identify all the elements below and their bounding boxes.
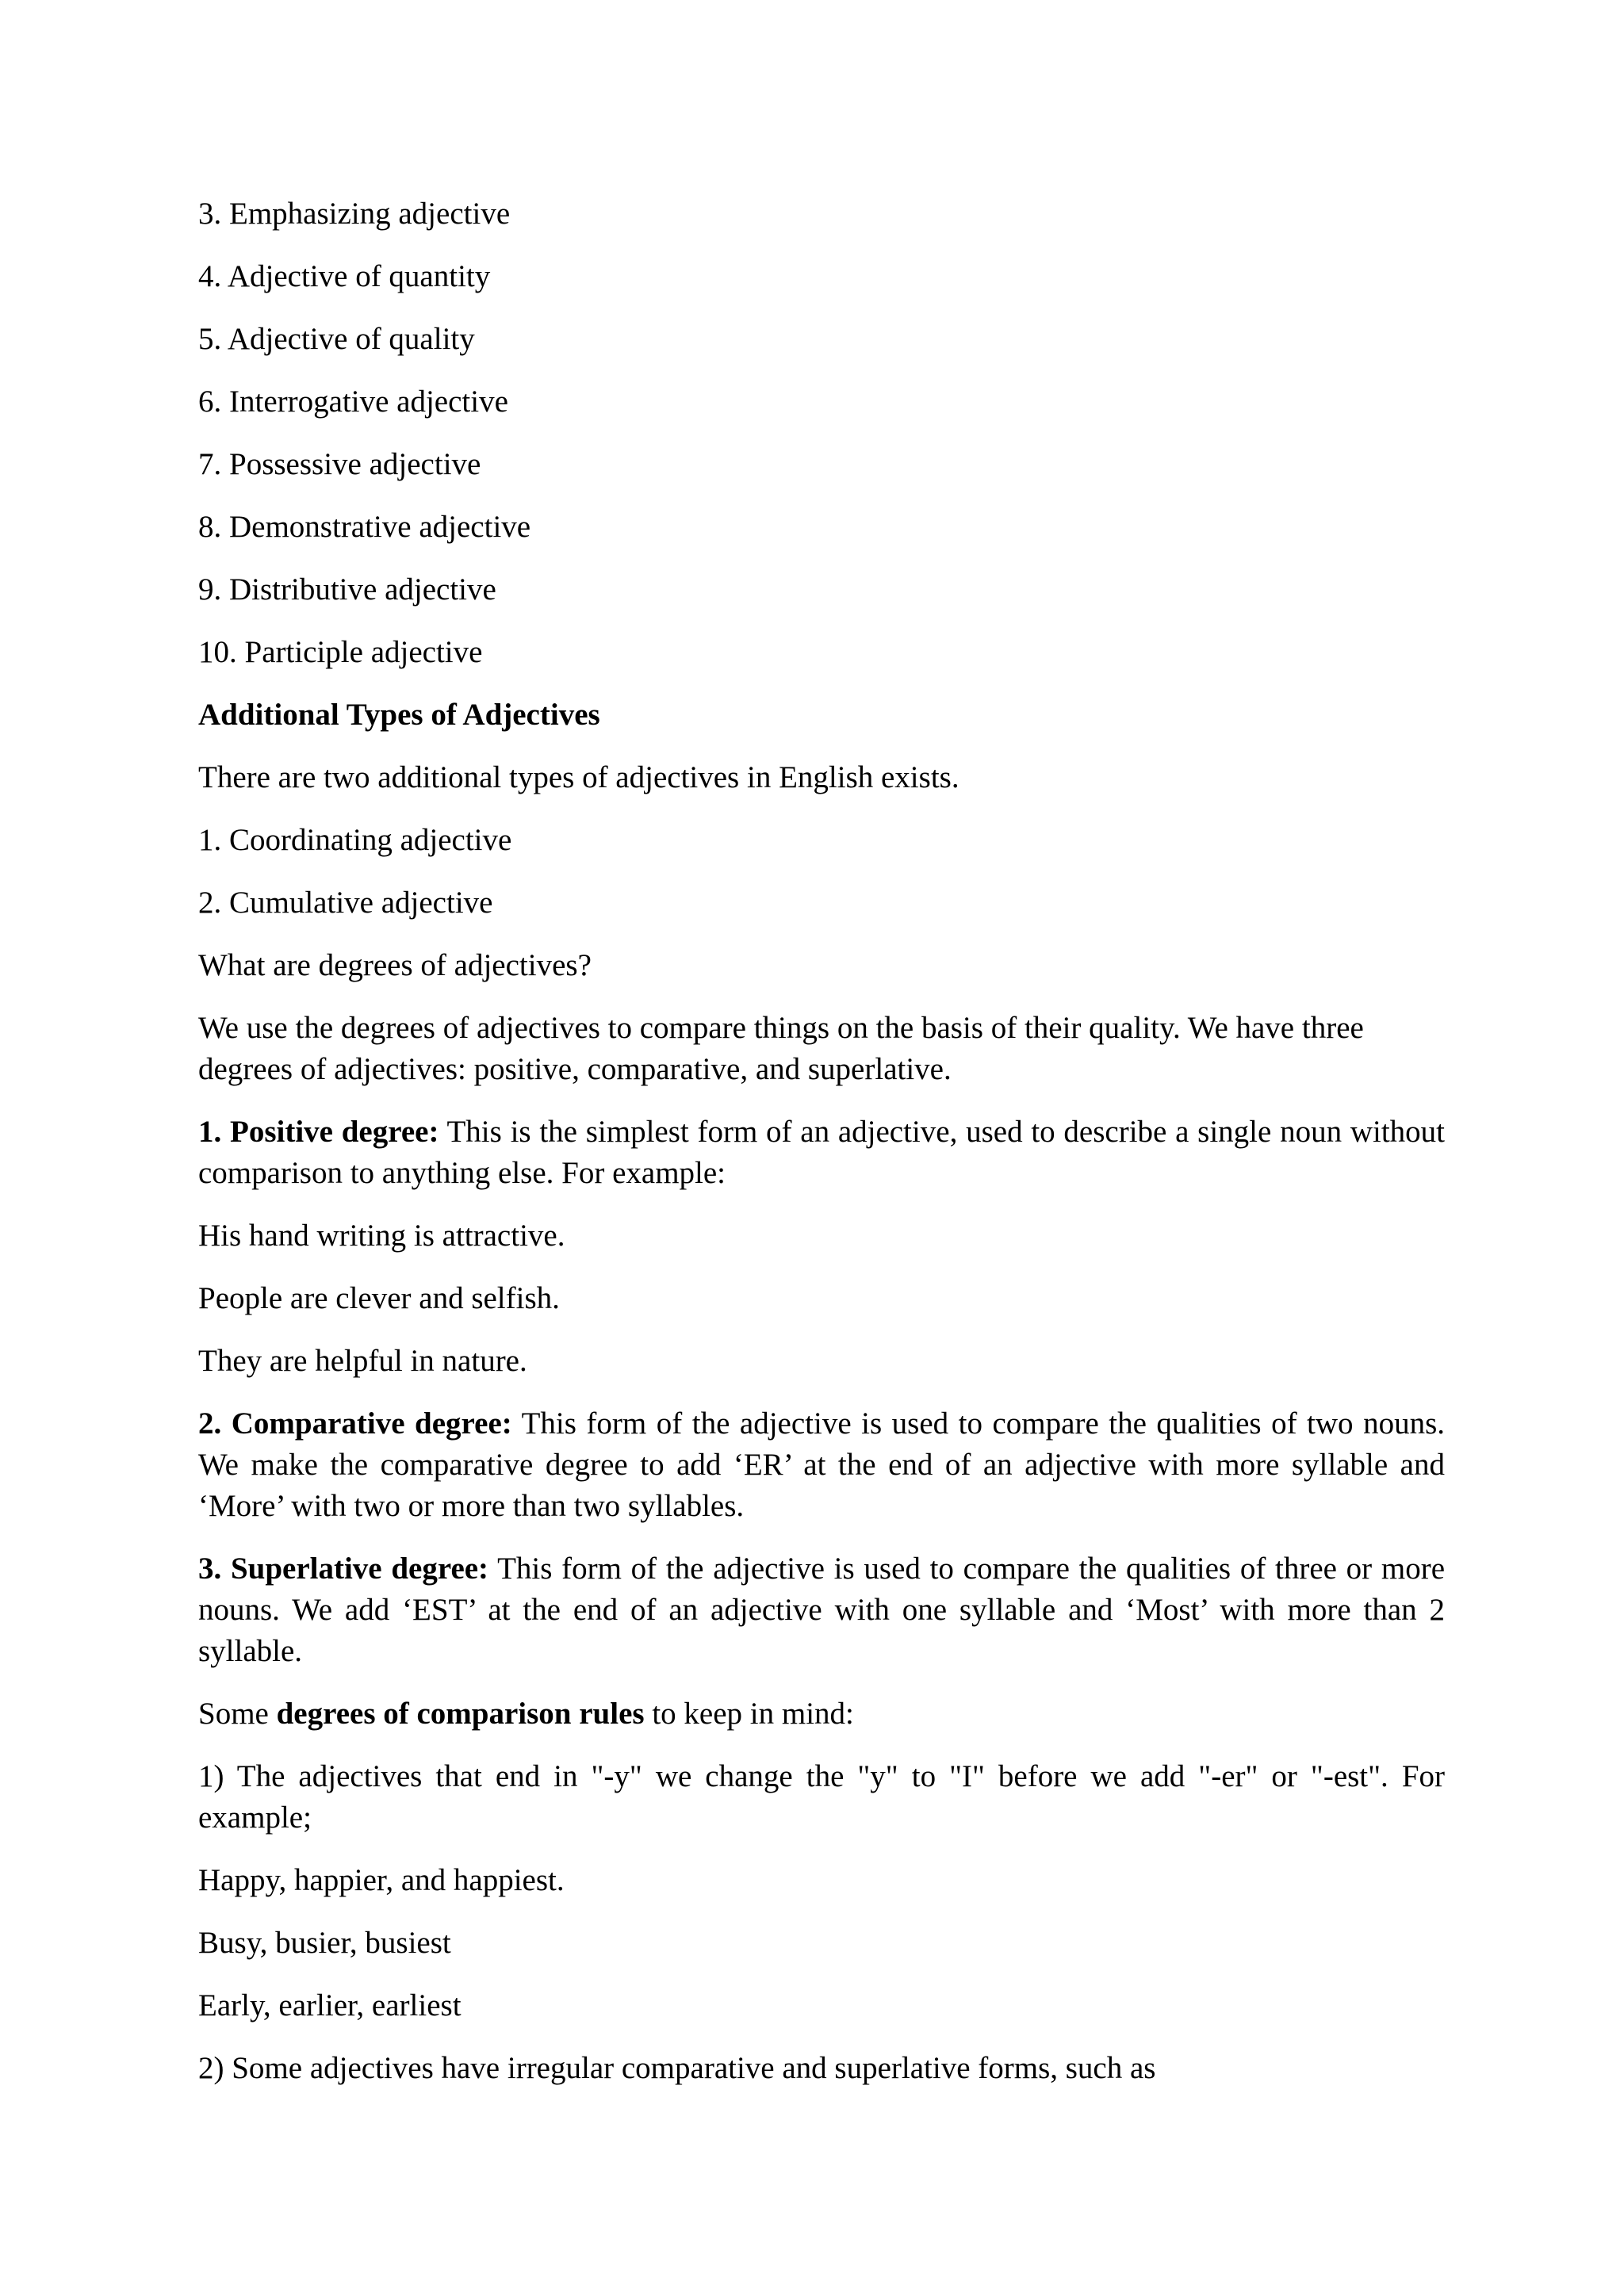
- list-item: 10. Participle adjective: [198, 635, 483, 669]
- term-definition: This is the simplest form of an adjective, used to describe a single noun without comparison to anything else. For example:: [198, 1115, 1445, 1190]
- paragraph: There are two additional types of adjectives in English exists.: [198, 760, 959, 794]
- term-label: 1. Positive degree:: [198, 1115, 439, 1149]
- term-label: 2. Comparative degree:: [198, 1406, 512, 1441]
- list-item: 8. Demonstrative adjective: [198, 510, 531, 544]
- term-definition: This form of the adjective is used to compare the qualities of three or more nouns. We add ‘EST’ at the end of an adjective with one syllable and ‘Most’ with more than 2 syllable.: [198, 1552, 1446, 1668]
- example-line: Busy, busier, busiest: [198, 1926, 451, 1960]
- list-item: 7. Possessive adjective: [198, 447, 481, 481]
- example-line: Early, earlier, earliest: [198, 1988, 462, 2022]
- comparative-degree-paragraph: [198, 1403, 1445, 1527]
- list-item: 2. Cumulative adjective: [198, 886, 493, 920]
- rule-paragraph: 2) Some adjectives have irregular comparative and superlative forms, such as: [198, 2051, 1156, 2085]
- example-line: His hand writing is attractive.: [198, 1219, 565, 1253]
- paragraph: We use the degrees of adjectives to compare things on the basis of their quality. We have three degrees of adjectives: positive, comparative, and superlative.: [198, 1011, 1364, 1086]
- rule-paragraph: 1) The adjectives that end in "-y" we change the "y" to "I" before we add "-er" or "-est". For example;: [198, 1759, 1445, 1835]
- section-heading: Additional Types of Adjectives: [198, 698, 600, 732]
- rules-intro: Some degrees of comparison rules to keep in mind:: [198, 1697, 854, 1731]
- list-item: 3. Emphasizing adjective: [198, 197, 511, 231]
- term-label: 3. Superlative degree:: [198, 1552, 489, 1586]
- list-item: 4. Adjective of quantity: [198, 259, 491, 293]
- list-item: 5. Adjective of quality: [198, 322, 475, 356]
- list-item: 9. Distributive adjective: [198, 572, 496, 607]
- question-paragraph: What are degrees of adjectives?: [198, 948, 592, 982]
- list-item: 6. Interrogative adjective: [198, 385, 508, 419]
- superlative-degree-paragraph: [198, 1548, 1445, 1672]
- positive-degree-paragraph: [198, 1112, 1445, 1194]
- term-definition: This form of the adjective is used to compare the qualities of two nouns. We make the comparative degree to add ‘ER’ at the end of an adjective with more syllable and ‘More’ with two or more than two syllables.: [198, 1406, 1445, 1523]
- example-line: People are clever and selfish.: [198, 1281, 560, 1315]
- document-page: [198, 193, 1445, 2110]
- list-item: 1. Coordinating adjective: [198, 823, 512, 857]
- example-line: Happy, happier, and happiest.: [198, 1863, 565, 1897]
- example-line: They are helpful in nature.: [198, 1344, 527, 1378]
